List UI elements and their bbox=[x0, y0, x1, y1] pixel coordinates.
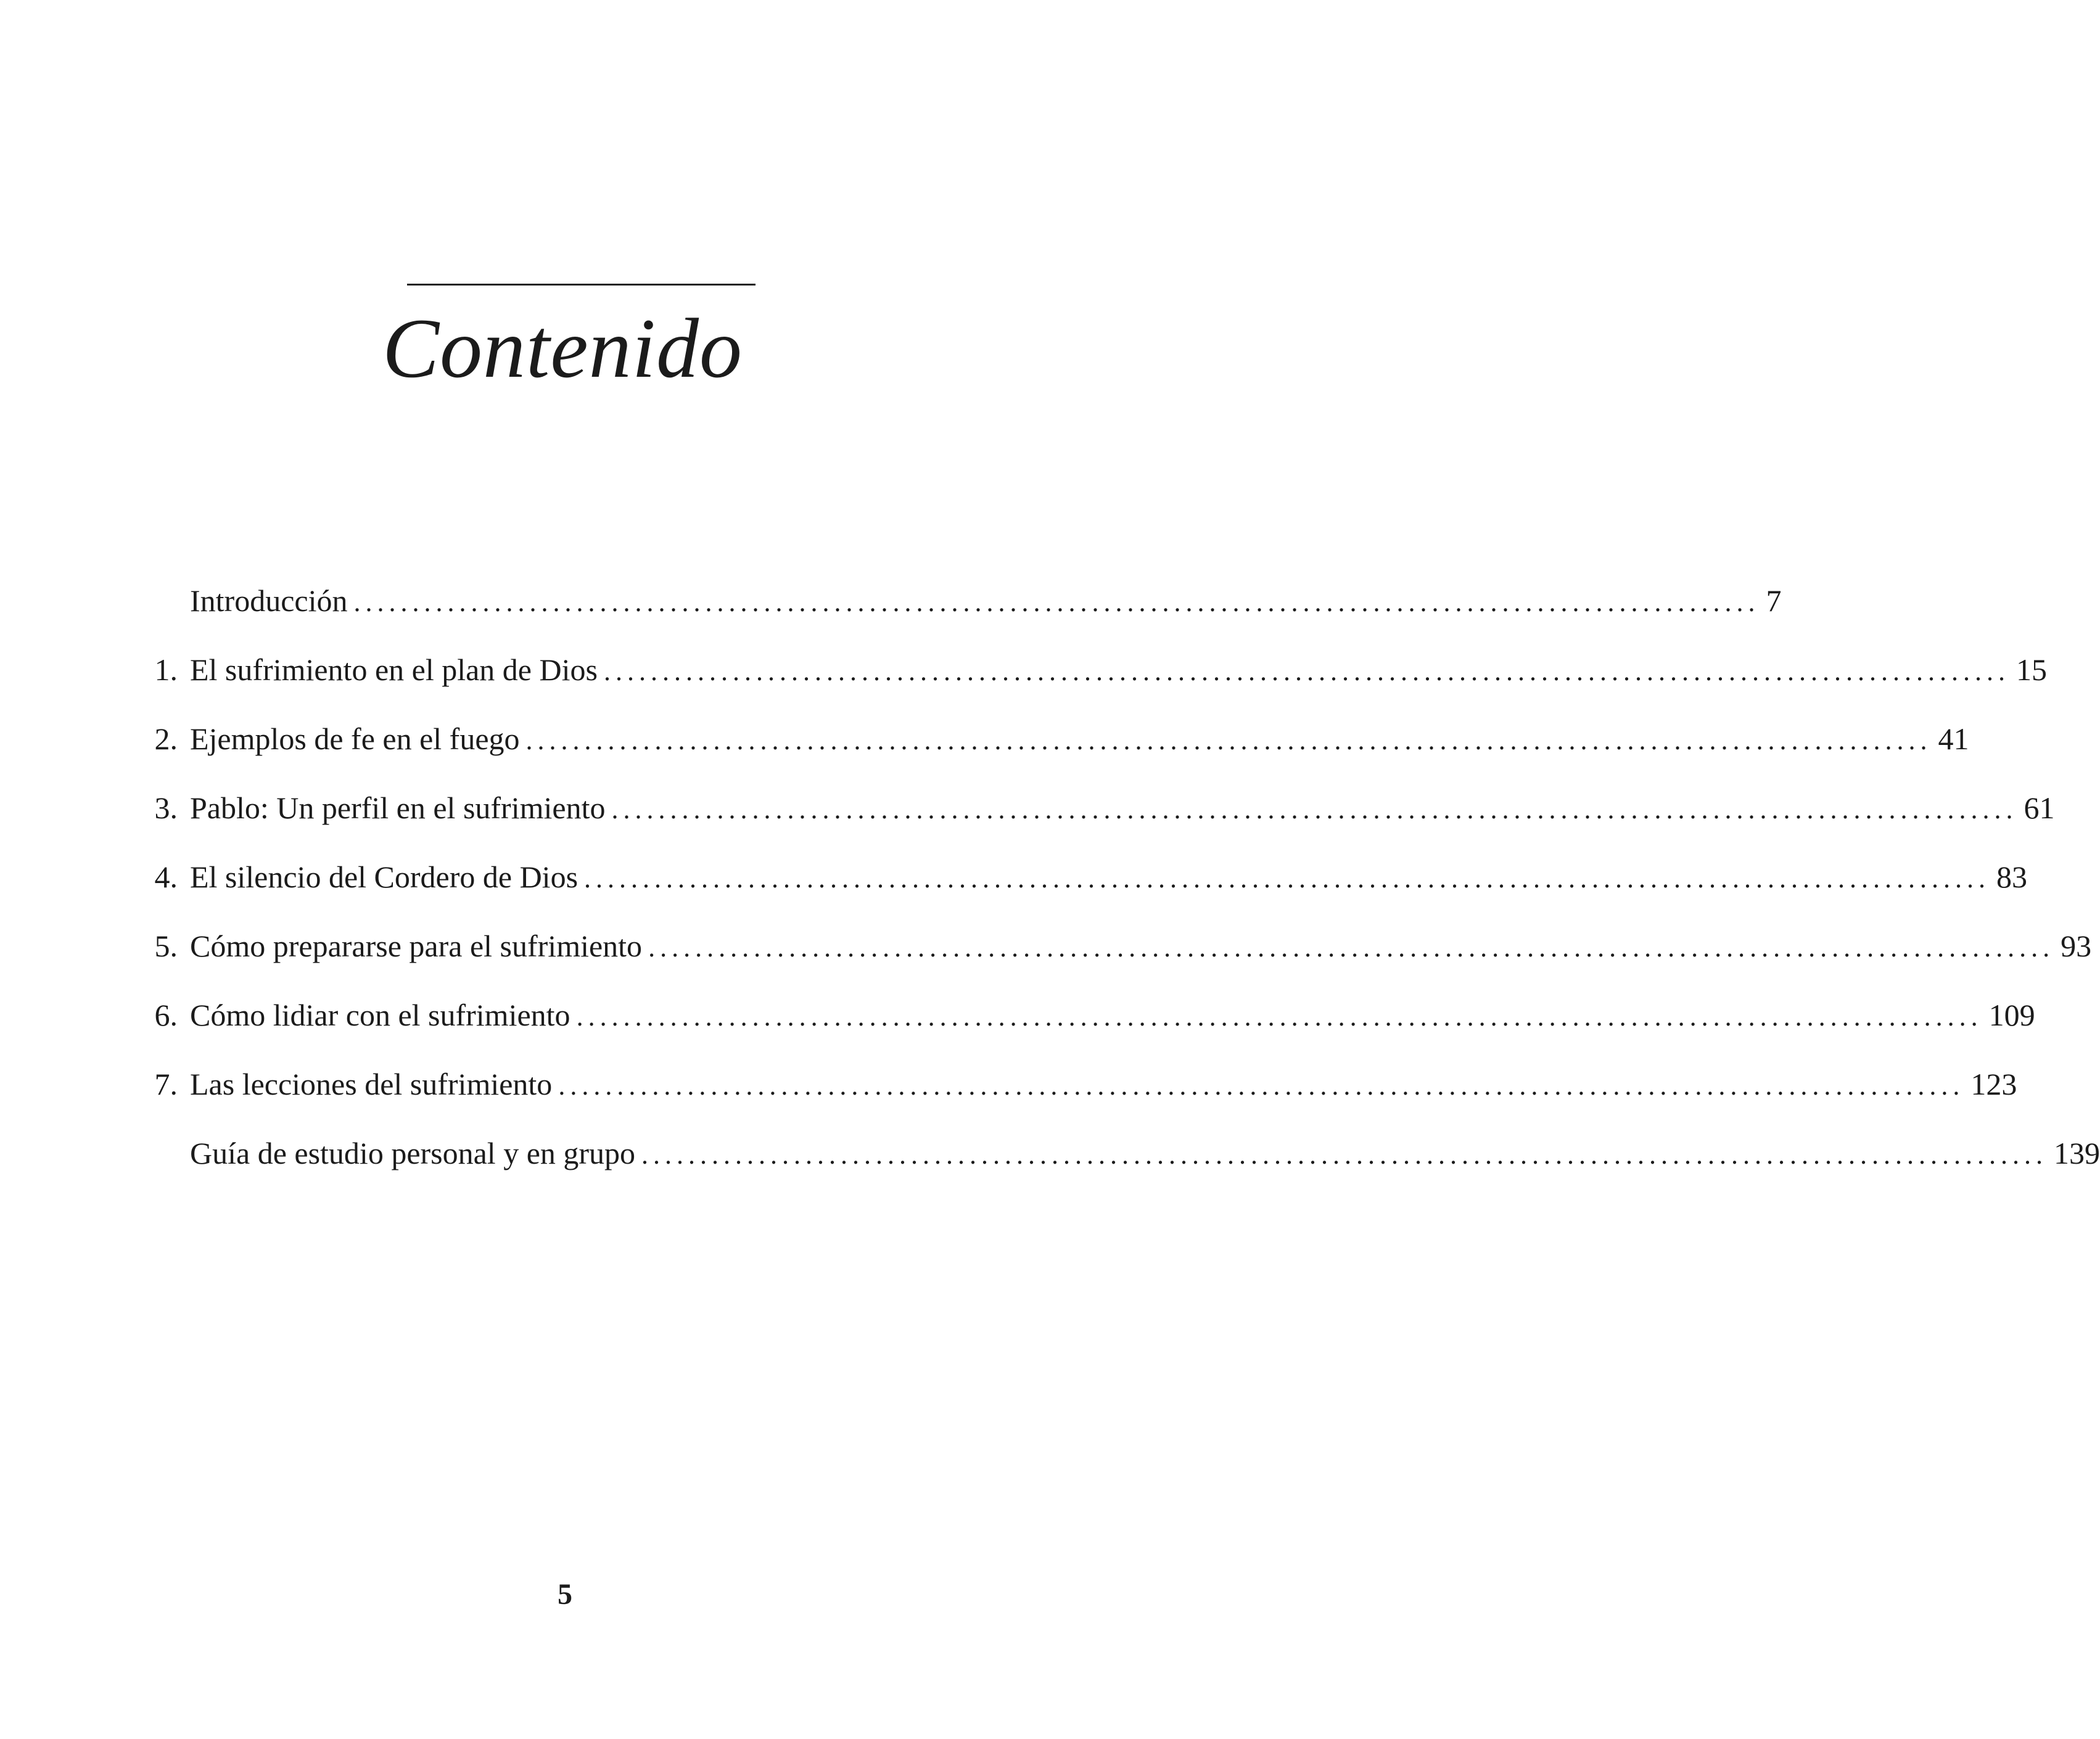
toc-entry-number: 4. bbox=[154, 860, 178, 894]
toc-entry-page: 83 bbox=[1996, 860, 2028, 894]
toc-entry-number: 7. bbox=[154, 1067, 178, 1101]
toc-dot-leader: ........................................................................................................................ bbox=[584, 863, 1991, 894]
toc-entry-page: 109 bbox=[1988, 998, 2035, 1032]
toc-entry-page: 93 bbox=[2061, 929, 2092, 963]
toc-dot-leader: ........................................................................................................................ bbox=[611, 794, 2018, 824]
toc-dot-leader: ........................................................................................................................ bbox=[603, 656, 2010, 686]
page-number: 5 bbox=[558, 1578, 572, 1611]
toc-entry-title: Introducción bbox=[190, 583, 348, 618]
toc-dot-leader: ........................................................................................................................ bbox=[558, 1071, 1965, 1101]
toc-entry-title: Pablo: Un perfil en el sufrimiento bbox=[190, 791, 606, 825]
toc-entry bbox=[131, 789, 2055, 858]
toc-entry-title: Cómo prepararse para el sufrimiento bbox=[190, 929, 643, 963]
toc-entry-number: 1. bbox=[154, 652, 178, 687]
toc-dot-leader: ........................................................................................................................ bbox=[353, 587, 1760, 617]
toc-entry-title: Ejemplos de fe en el fuego bbox=[190, 722, 520, 756]
toc-entry-title: Las lecciones del sufrimiento bbox=[190, 1067, 553, 1101]
title-rule bbox=[407, 284, 756, 286]
toc-entry-page: 123 bbox=[1970, 1067, 2017, 1101]
toc-entry bbox=[131, 582, 1782, 651]
toc-entry bbox=[131, 1066, 2017, 1135]
toc-dot-leader: ........................................................................................................................ bbox=[525, 725, 1932, 755]
toc-entry-title: El sufrimiento en el plan de Dios bbox=[190, 652, 598, 687]
toc-entry bbox=[131, 858, 2028, 927]
toc-entry-title: El silencio del Cordero de Dios bbox=[190, 860, 579, 894]
toc-entry-number: 3. bbox=[154, 791, 178, 825]
toc-entry-number: 5. bbox=[154, 929, 178, 963]
toc-entry bbox=[131, 997, 2035, 1066]
toc-entry-page: 139 bbox=[2054, 1136, 2100, 1170]
toc-entry-title: Cómo lidiar con el sufrimiento bbox=[190, 998, 570, 1032]
toc-dot-leader: ........................................................................................................................ bbox=[641, 1140, 2048, 1170]
toc-dot-leader: ........................................................................................................................ bbox=[576, 1001, 1983, 1032]
toc-entry-number: 6. bbox=[154, 998, 178, 1032]
toc-dot-leader: ........................................................................................................................ bbox=[648, 932, 2055, 963]
toc-entry-page: 15 bbox=[2016, 652, 2047, 687]
toc-entry bbox=[131, 1135, 2100, 1204]
toc-entry bbox=[131, 651, 2047, 720]
toc-entry-page: 61 bbox=[2024, 791, 2055, 825]
toc-entry-number: 2. bbox=[154, 722, 178, 756]
page-title: Contenido bbox=[382, 301, 743, 395]
table-of-contents bbox=[131, 582, 2100, 1204]
toc-entry-page: 41 bbox=[1938, 722, 1969, 756]
toc-entry-page: 7 bbox=[1766, 583, 1782, 618]
toc-entry bbox=[131, 720, 1969, 789]
toc-entry-title: Guía de estudio personal y en grupo bbox=[190, 1136, 636, 1170]
toc-entry bbox=[131, 927, 2092, 997]
